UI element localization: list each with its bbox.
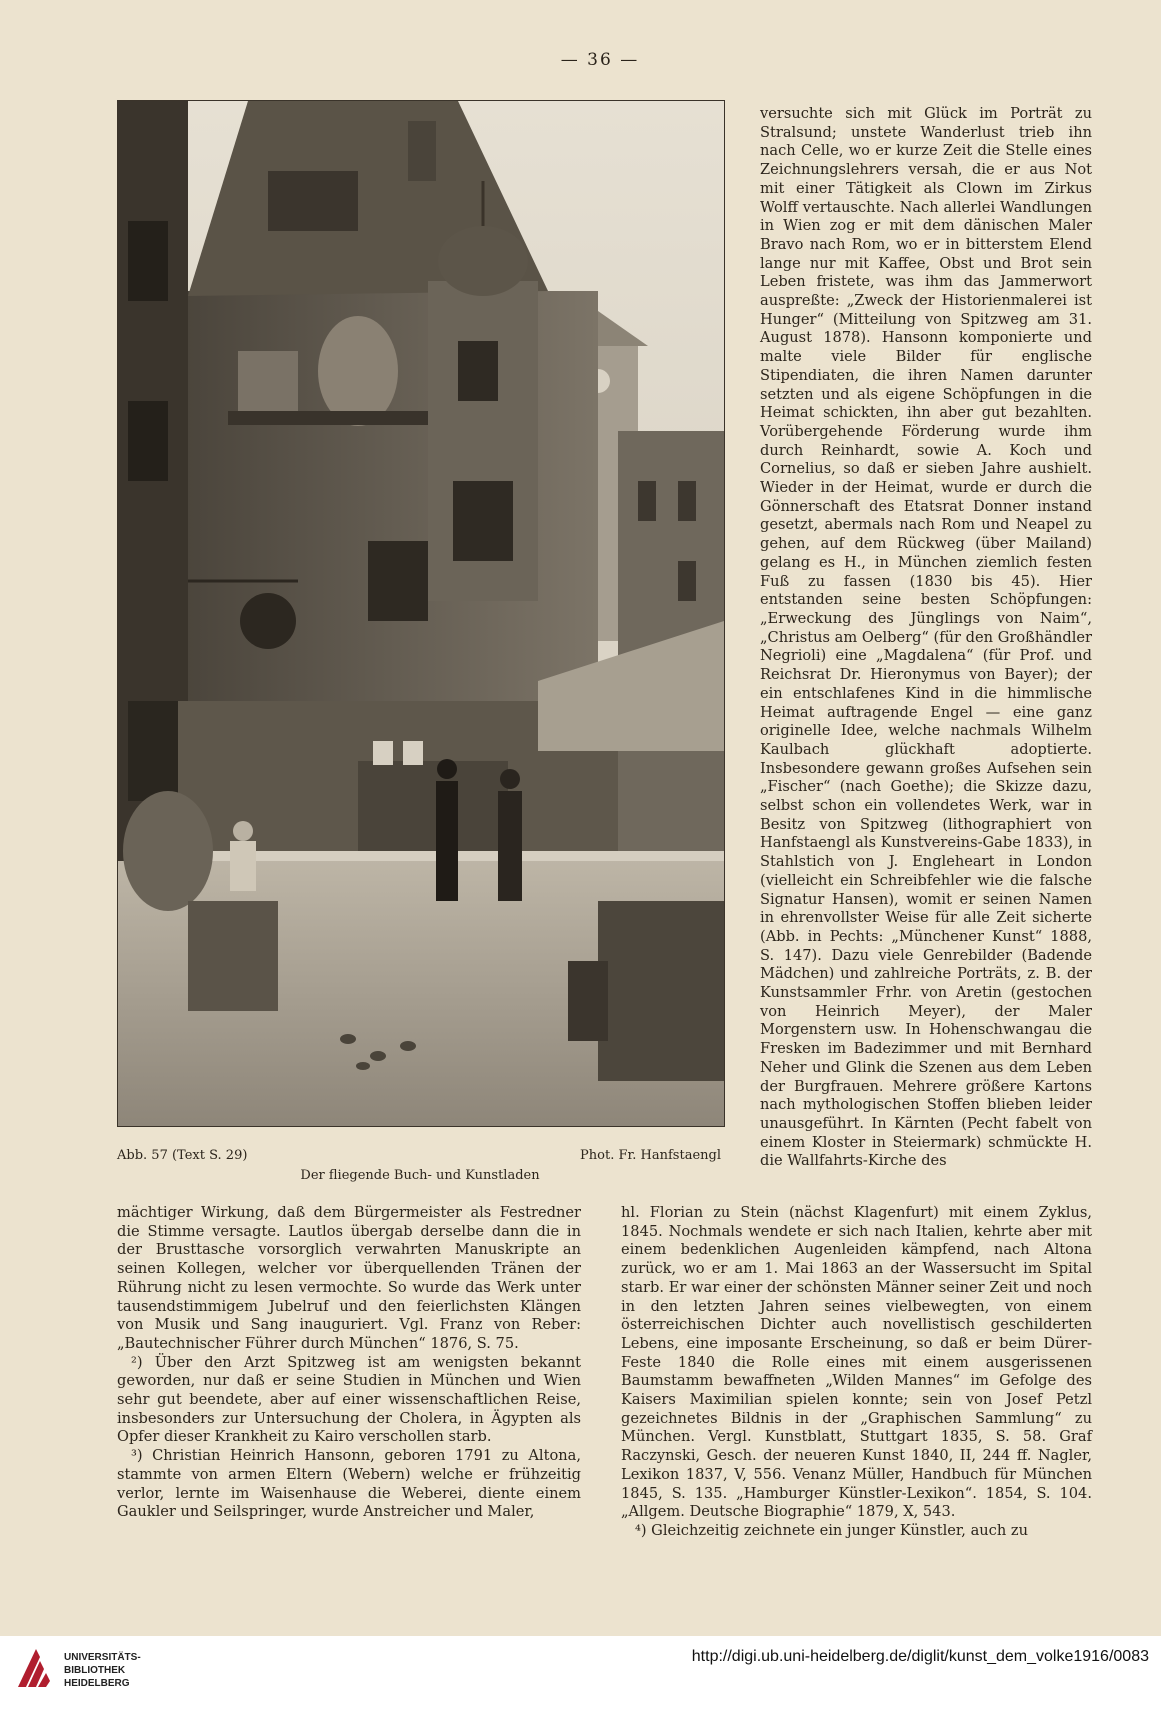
footnote-3: ³) Christian Heinrich Hansonn, geboren 1791 zu Altona, stammte von armen Eltern (Webern) welche er frühzeitig verlor, lernte im Waisenhause die Weberei, diente einem Gaukler und Seilspringer, wurde Anstreicher und Maler,: [117, 1447, 581, 1521]
middle-column-text: [621, 1204, 1092, 1541]
library-line: UNIVERSITÄTS-: [64, 1652, 141, 1663]
footnote-2: ²) Über den Arzt Spitzweg ist am wenigsten bekannt geworden, nur daß er seine Studien in München und Wien sehr gut beendete, aber auf einer wissenschaftlichen Reise, insbesonders zur Untersuchung der Cholera, in Ägypten als Opfer dieser Krankheit zu Kairo verschollen starb.: [117, 1353, 581, 1446]
paragraph: mächtiger Wirkung, daß dem Bürgermeister als Festredner die Stimme versagte. Lautlos übergab derselbe dann die in der Brusttasche vorsorglich verwahrten Manuskripte an seinen Kollegen, welcher vor überquellenden Tränen der Rührung nicht zu lesen vermochte. So wurde das Werk unter tausendstimmigem Jubelruf und den feierlichsten Klängen von Musik und Sang inauguriert. Vgl. Franz von Reber: „Bautechnischer Führer durch München“ 1876, S. 75.: [117, 1204, 581, 1352]
library-name: [64, 1651, 141, 1690]
university-logo-icon: [16, 1647, 52, 1689]
footnote-4: ⁴) Gleichzeitig zeichnete ein junger Künstler, auch zu: [635, 1521, 1028, 1539]
figure-title: Der fliegende Buch- und Kunstladen: [300, 1168, 540, 1183]
figure-caption-number: Abb. 57 (Text S. 29): [117, 1148, 248, 1163]
page-number: — 36 —: [560, 50, 640, 70]
figure-photo-credit: Phot. Fr. Hanfstaengl: [580, 1148, 721, 1163]
source-url-link[interactable]: http://digi.ub.uni-heidelberg.de/diglit/kunst_dem_volke1916/0083: [691, 1648, 1149, 1665]
library-line: HEIDELBERG: [64, 1678, 130, 1689]
left-column-text: [117, 1204, 581, 1522]
paragraph: versuchte sich mit Glück im Porträt zu Stralsund; unstete Wanderlust trieb ihn nach Celle, wo er kurze Zeit die Stelle eines Zeichnungslehrers versah, die er aus Not mit einer Tätigkeit als Clown im Zirkus Wolff vertauschte. Nach allerlei Wandlungen in Wien zog er mit dem dänischen Maler Bravo nach Rom, wo er in bitterstem Elend lange nur mit Kaffee, Obst und Brot sein Leben fristete, was ihm das Jammerwort auspreßte: „Zweck der Historienmalerei ist Hunger“ (Mitteilung von Spitzweg am 31. August 1878). Hansonn komponierte und malte viele Bilder für englische Stipendiaten, die ihren Namen darunter setzten und als eigene Schöpfungen in die Heimat schickten, ihn aber gut bezahlten. Vorübergehende Förderung wurde ihm durch Reinhardt, sowie A. Koch und Cornelius, so daß er sieben Jahre aushielt. Wieder in der Heimat, wurde er durch die Gönnerschaft des Etatsrat Donner instand gesetzt, abermals nach Rom und Neapel zu gehen, auf dem Rückweg (über Mailand) gelang es H., in München ziemlich festen Fuß zu fassen (1830 bis 45). Hier entstanden seine besten Schöpfungen: „Erweckung des Jünglings von Naim“, „Christus am Oelberg“ (für den Großhändler Negrioli) eine „Magdalena“ (für Prof. und Reichsrat Dr. Hieronymus von Bayer); der ein entschlafenes Kind in die himmlische Heimat auftragende Engel — eine ganz originelle Idee, welche nachmals Wilhelm Kaulbach glückhaft adoptierte. Insbesondere gewann großes Aufsehen sein „Fischer“ (nach Goethe); die Skizze dazu, selbst schon ein vollendetes Werk, war in Besitz von Spitzweg (lithographiert von Hanfstaengl als Kunstvereins-Gabe 1833), in Stahlstich von J. Engleheart in London (vielleicht ein Schreibfehler wie die falsche Signatur Hansen), womit er seinen Namen in ehrenvollster Weise für alle Zeit sicherte (Abb. in Pechts: „Münchener Kunst“ 1888, S. 147). Dazu viele Genrebilder (Badende Mädchen) und zahlreiche Porträts, z. B. der Kunstsammler Frhr. von Aretin (gestochen von Heinrich Meyer), der Maler Morgenstern usw. In Hohenschwangau die Fresken im Badezimmer und mit Bernhard Neher und Glink die Szenen aus dem Leben der Burgfrauen. Mehrere größere Kartons nach mythologischen Stoffen blieben leider unausgeführt. In Kärnten (Pecht fabelt von einem Kloster in Steiermark) schmückte H. die Wallfahrts-Kirche des: [760, 105, 1092, 1170]
illustration-flying-bookshop: [117, 100, 725, 1127]
right-column-text: [760, 105, 1092, 1171]
paragraph: hl. Florian zu Stein (nächst Klagenfurt) mit einem Zyklus, 1845. Nochmals wendete er sich nach Italien, kehrte aber mit einem bedenklichen Augenleiden kämpfend, nach Altona zurück, wo er am 1. Mai 1863 an der Wassersucht im Spital starb. Er war einer der schönsten Männer seiner Zeit und noch in den letzten Jahren seines vielbewegten, von einem österreichischen Dichter auch novellistisch geschilderten Lebens, eine imposante Erscheinung, so daß er beim Dürer-Feste 1840 die Rolle eines mit einem ausgerissenen Baumstamm bewaffneten „Wilden Mannes“ im Gefolge des Kaisers Maximilian spielen konnte; sein von Josef Petzl gezeichnetes Bildnis in der „Graphischen Sammlung“ zu München. Vergl. Kunstblatt, Stuttgart 1835, S. 58. Graf Raczynski, Gesch. der neueren Kunst 1840, II, 244 ff. Nagler, Lexikon 1837, V, 556. Venanz Müller, Handbuch für München 1845, S. 135. „Hamburger Künstler-Lexikon“. 1854, S. 104. „Allgem. Deutsche Biographie“ 1879, X, 543.: [621, 1204, 1092, 1521]
library-line: BIBLIOTHEK: [64, 1665, 126, 1676]
